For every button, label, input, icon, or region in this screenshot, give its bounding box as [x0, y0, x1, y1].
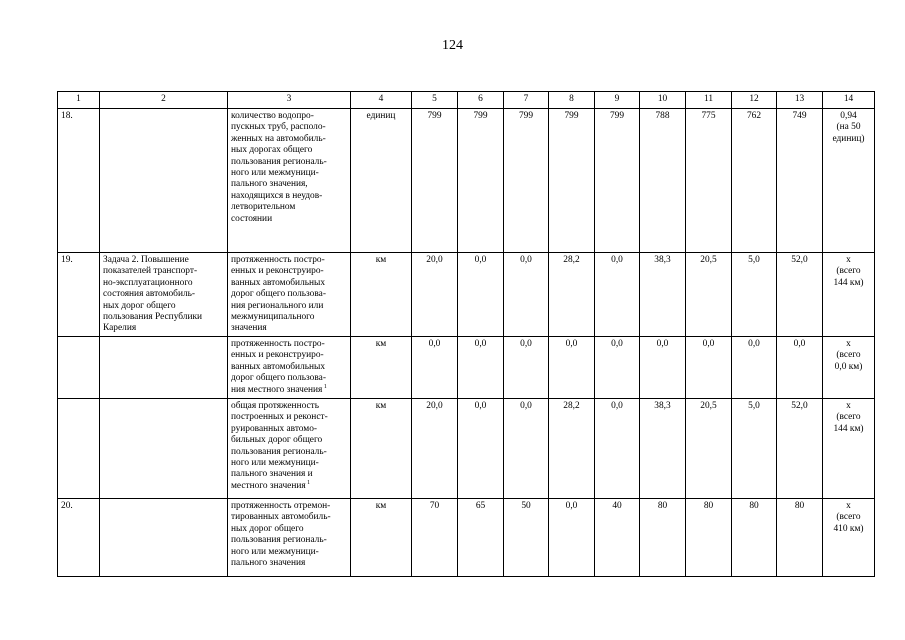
- value-cell: 799: [549, 109, 595, 253]
- column-number-row: [58, 92, 875, 109]
- row-number-cell: [58, 337, 100, 399]
- value-cell: 0,0: [595, 399, 640, 499]
- task-cell: [100, 399, 228, 499]
- value-cell: 0,0: [686, 337, 732, 399]
- column-number-cell: 3: [228, 92, 351, 109]
- value-cell: 0,0: [549, 337, 595, 399]
- column-number-cell: 10: [640, 92, 686, 109]
- value-cell: 0,0: [549, 499, 595, 577]
- page-number: 124: [442, 38, 463, 53]
- value-cell: 28,2: [549, 253, 595, 337]
- value-cell: 80: [686, 499, 732, 577]
- task-cell: [100, 499, 228, 577]
- value-cell: 52,0: [777, 399, 823, 499]
- indicator-cell: протяженность отремон- тированных автомобиль- ных дорог общего пользования региональ- ного или межмуници- пального значения: [228, 499, 351, 577]
- column-number-cell: 1: [58, 92, 100, 109]
- result-cell: х (всего 410 км): [823, 499, 875, 577]
- value-cell: 0,0: [595, 337, 640, 399]
- column-number-cell: 8: [549, 92, 595, 109]
- indicator-cell: протяженность постро- енных и реконструиро- ванных автомобильных дорог общего пользова- ния регионального или межмуниципального значения: [228, 253, 351, 337]
- table-row: [58, 253, 875, 337]
- column-number-cell: 7: [504, 92, 549, 109]
- table-row: [58, 399, 875, 499]
- table-row: [58, 337, 875, 399]
- table-row: [58, 499, 875, 577]
- task-cell: [100, 337, 228, 399]
- value-cell: 775: [686, 109, 732, 253]
- column-number-cell: 6: [458, 92, 504, 109]
- value-cell: 0,0: [595, 253, 640, 337]
- unit-cell: км: [351, 399, 412, 499]
- value-cell: 20,0: [412, 399, 458, 499]
- value-cell: 20,5: [686, 253, 732, 337]
- column-number-cell: 13: [777, 92, 823, 109]
- value-cell: 20,0: [412, 253, 458, 337]
- column-number-cell: 12: [732, 92, 777, 109]
- unit-cell: км: [351, 253, 412, 337]
- task-cell: [100, 109, 228, 253]
- value-cell: 80: [732, 499, 777, 577]
- column-number-cell: 14: [823, 92, 875, 109]
- value-cell: 0,0: [504, 399, 549, 499]
- value-cell: 80: [640, 499, 686, 577]
- result-cell: 0,94 (на 50 единиц): [823, 109, 875, 253]
- value-cell: 0,0: [458, 399, 504, 499]
- value-cell: 799: [595, 109, 640, 253]
- value-cell: 0,0: [640, 337, 686, 399]
- value-cell: 0,0: [732, 337, 777, 399]
- indicators-table: [57, 91, 875, 577]
- value-cell: 70: [412, 499, 458, 577]
- value-cell: 749: [777, 109, 823, 253]
- unit-cell: единиц: [351, 109, 412, 253]
- value-cell: 0,0: [458, 253, 504, 337]
- task-cell: Задача 2. Повышение показателей транспорт- но-эксплуатационного состояния автомобиль- ных дорог общего пользования Республики Карелия: [100, 253, 228, 337]
- value-cell: 799: [412, 109, 458, 253]
- result-cell: х (всего 0,0 км): [823, 337, 875, 399]
- column-number-cell: 5: [412, 92, 458, 109]
- value-cell: 0,0: [777, 337, 823, 399]
- indicator-cell: количество водопро- пускных труб, располо- женных на автомобиль- ных дорогах общего пользования региональ- ного или межмуници- пального значения, находящихся в неудов- летворительном состоянии: [228, 109, 351, 253]
- value-cell: 52,0: [777, 253, 823, 337]
- value-cell: 5,0: [732, 253, 777, 337]
- value-cell: 65: [458, 499, 504, 577]
- footnote-mark: 1: [322, 383, 327, 390]
- value-cell: 799: [458, 109, 504, 253]
- table-row: [58, 109, 875, 253]
- result-cell: х (всего 144 км): [823, 399, 875, 499]
- value-cell: 799: [504, 109, 549, 253]
- indicator-cell: общая протяженность построенных и реконст- руированных автомо- бильных дорог общего пользования региональ- ного или межмуници- пального значения и местного значения $^1$: [228, 399, 351, 499]
- value-cell: 5,0: [732, 399, 777, 499]
- table-body: [58, 92, 875, 577]
- value-cell: 788: [640, 109, 686, 253]
- value-cell: 28,2: [549, 399, 595, 499]
- value-cell: 50: [504, 499, 549, 577]
- value-cell: 80: [777, 499, 823, 577]
- value-cell: 762: [732, 109, 777, 253]
- footnote-mark: 1: [305, 479, 311, 486]
- value-cell: 0,0: [412, 337, 458, 399]
- row-number-cell: 18.: [58, 109, 100, 253]
- value-cell: 38,3: [640, 253, 686, 337]
- value-cell: 38,3: [640, 399, 686, 499]
- value-cell: 0,0: [504, 337, 549, 399]
- value-cell: 0,0: [458, 337, 504, 399]
- value-cell: 40: [595, 499, 640, 577]
- column-number-cell: 4: [351, 92, 412, 109]
- indicator-cell: протяженность постро- енных и реконструиро- ванных автомобильных дорог общего пользова- ния местного значения $^1$: [228, 337, 351, 399]
- result-cell: х (всего 144 км): [823, 253, 875, 337]
- value-cell: 0,0: [504, 253, 549, 337]
- column-number-cell: 11: [686, 92, 732, 109]
- row-number-cell: 19.: [58, 253, 100, 337]
- unit-cell: км: [351, 337, 412, 399]
- row-number-cell: 20.: [58, 499, 100, 577]
- column-number-cell: 2: [100, 92, 228, 109]
- unit-cell: км: [351, 499, 412, 577]
- row-number-cell: [58, 399, 100, 499]
- value-cell: 20,5: [686, 399, 732, 499]
- column-number-cell: 9: [595, 92, 640, 109]
